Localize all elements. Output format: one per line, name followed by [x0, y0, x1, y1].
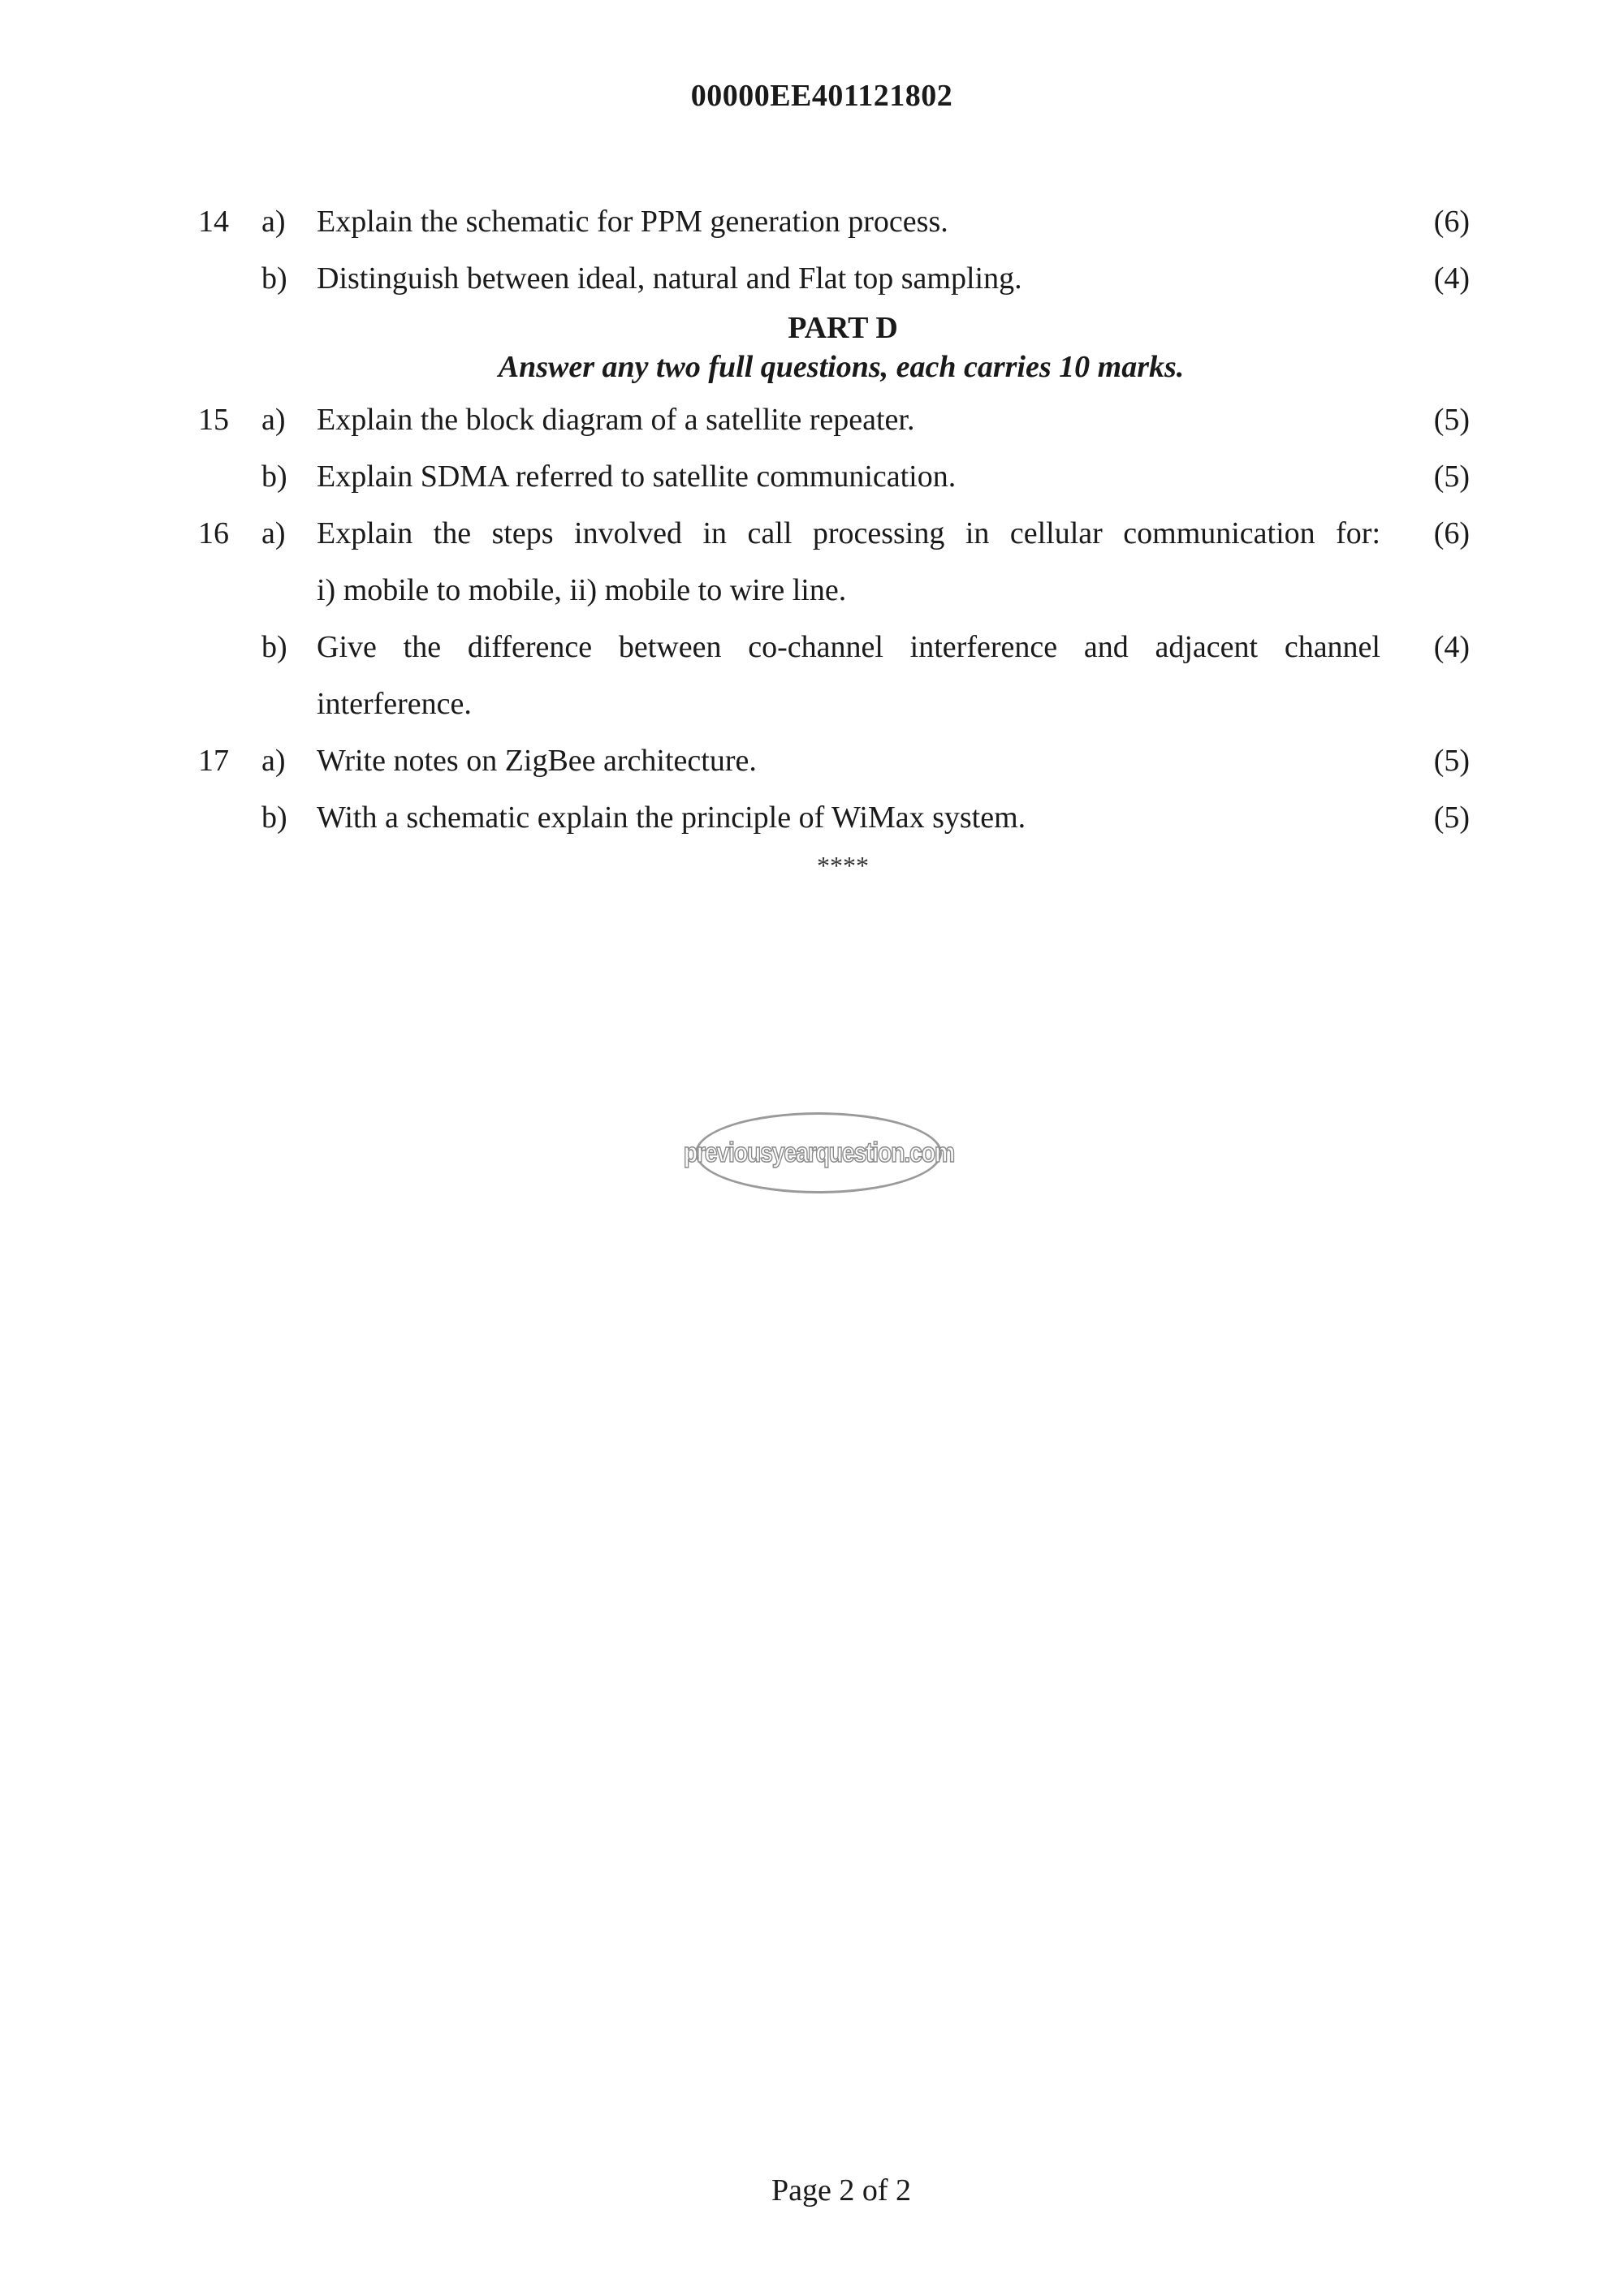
question-marks: (5) [1433, 801, 1470, 835]
part-d-heading: PART D [788, 311, 898, 345]
question-text: Explain the schematic for PPM generation process. [317, 205, 948, 239]
question-marks: (6) [1433, 205, 1470, 239]
question-text: Explain the block diagram of a satellite repeater. [317, 403, 915, 437]
question-text-line-1: Explain the steps involved in call processing in cellular communication for: [317, 516, 1380, 550]
question-number: 16 [198, 516, 229, 550]
question-marks: (4) [1433, 630, 1470, 664]
page-number: Page 2 of 2 [771, 2173, 912, 2208]
sub-question-label: b) [261, 801, 287, 835]
question-17b [0, 789, 1624, 846]
question-text-line-1: Give the difference between co-channel interference and adjacent channel [317, 630, 1380, 664]
question-list [0, 193, 1624, 882]
question-text [317, 505, 1380, 619]
question-14a [0, 193, 1624, 250]
sub-question-label: a) [261, 205, 286, 239]
sub-question-label: b) [261, 261, 287, 296]
question-marks: (6) [1433, 516, 1470, 550]
sub-question-label: a) [261, 744, 286, 778]
question-16a [0, 505, 1624, 619]
question-marks: (5) [1433, 744, 1470, 778]
watermark-text: previousyearquestion.com [683, 1137, 954, 1168]
sub-question-label: a) [261, 403, 286, 437]
sub-question-label: b) [261, 460, 287, 494]
question-text: Explain SDMA referred to satellite communication. [317, 460, 957, 494]
question-number: 15 [198, 403, 229, 437]
question-marks: (5) [1433, 403, 1470, 437]
question-14b [0, 250, 1624, 307]
question-text: Write notes on ZigBee architecture. [317, 744, 757, 778]
question-text-line-2: interference. [317, 687, 472, 721]
sub-question-label: a) [261, 516, 286, 550]
question-text: Distinguish between ideal, natural and Flat top sampling. [317, 261, 1022, 296]
question-text [317, 619, 1380, 732]
question-marks: (5) [1433, 460, 1470, 494]
sub-question-label: b) [261, 630, 287, 664]
question-15a [0, 391, 1624, 448]
question-text-line-2: i) mobile to mobile, ii) mobile to wire line. [317, 573, 847, 607]
question-16b [0, 619, 1624, 732]
part-d-instruction: Answer any two full questions, each carries 10 marks. [498, 350, 1185, 384]
watermark-logo [683, 1112, 954, 1193]
question-marks: (4) [1433, 261, 1470, 296]
question-15b [0, 448, 1624, 505]
question-number: 14 [198, 205, 229, 239]
document-code: 00000EE401121802 [690, 79, 953, 113]
question-number: 17 [198, 744, 229, 778]
question-text: With a schematic explain the principle of WiMax system. [317, 801, 1026, 835]
question-17a [0, 732, 1624, 789]
end-of-paper-mark: **** [817, 851, 869, 880]
